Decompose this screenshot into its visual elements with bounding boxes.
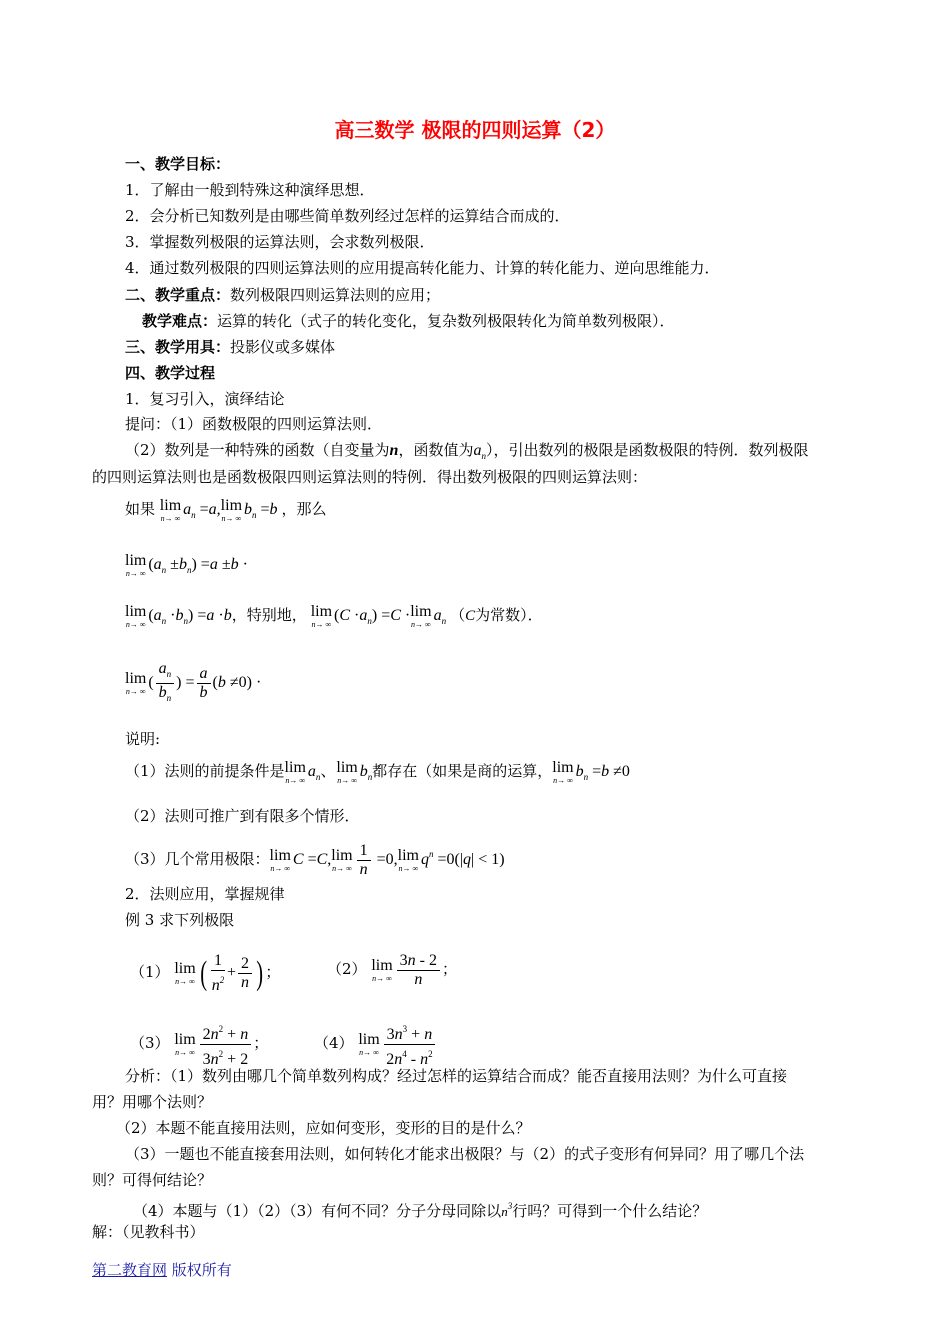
explanation-label: 说明:: [125, 730, 161, 748]
example-problem-3: （3） lim n→ ∞ $\frac{2n^2 + n}{3n^2 + 2}$ ；: [130, 1020, 268, 1069]
formula-product-rule: lim n→ ∞ $(a_n \cdot b_n) =a \cdot b$，特别地， lim n→ ∞ $(C \cdot a_n) =C$ · lim n→ ∞ $a_n$ （C为常数）．: [125, 603, 543, 629]
goal-item-3: 3．掌握数列极限的运算法则，会求数列极限．: [125, 233, 435, 251]
formula-sum-rule: lim n→ ∞ $(a_n \pm b_n) =a \pm b$ ·: [125, 552, 248, 578]
section-heading-key-points: 二、教学重点：: [125, 286, 231, 304]
key-points-line: [125, 285, 440, 305]
goal-item-2: 2．会分析已知数列是由哪些简单数列经过怎样的运算结合而成的．: [125, 207, 570, 225]
analysis-3: （3）一题也不能直接套用法则，如何转化才能求出极限？与（2）的式子变形有何异同？用了哪几个法: [125, 1145, 805, 1163]
analysis-2: （2）本题不能直接用法则，应如何变形，变形的目的是什么？: [116, 1119, 531, 1137]
goal-item-4: 4．通过数列极限的四则运算法则的应用提高转化能力、计算的转化能力、逆向思维能力．: [125, 259, 720, 277]
explanation-3: （3）几个常用极限： lim n→ ∞ C =C, lim n→ ∞ $\frac{1}{n}$ =0, lim n→ ∞ $q^n =0(|q| < 1)$: [125, 842, 505, 878]
section-heading-goals: 一、教学目标：: [125, 155, 231, 173]
footer-copyright: 版权所有: [167, 1261, 232, 1279]
analysis-4: （4）本题与（1）（2）（3）有何不同？分子分母同除以$n^3$行吗？可得到一个什么结论？: [133, 1201, 708, 1220]
formula-if-line: 如果 lim n→ ∞ $a_n =a$, lim n→ ∞ $b_n =b$ ，那么: [125, 497, 327, 523]
solution-line: 解：（见教科书）: [92, 1223, 205, 1241]
question-line: 提问：（1）函数极限的四则运算法则．: [125, 415, 383, 433]
formula-quotient-rule: lim n→ ∞ ( $\frac{a_n}{b_n}$ ) = $\frac{a}{b}$ (b ≠0) ·: [125, 660, 262, 703]
difficulty-line: [142, 311, 675, 331]
analysis-3-cont: 则？可得何结论？: [92, 1171, 213, 1189]
goal-item-1: 1．了解由一般到特殊这种演绎思想．: [125, 181, 375, 199]
example-problem-1: （1） lim n→ ∞ ( $\frac{1}{n^2}$ + $\frac{2}{n}$ ) ；: [130, 952, 281, 994]
analysis-1: 分析：（1）数列由哪几个简单数列构成？经过怎样的运算结合而成？能否直接用法则？为什么可直接: [125, 1067, 788, 1085]
document-title: 高三数学 极限的四则运算（2）: [334, 118, 616, 142]
example-title: 例 3 求下列极限: [125, 911, 235, 929]
paragraph-sequence-function: （2）数列是一种特殊的函数（自变量为n，函数值为$a_n$），引出数列的极限是函数极限的特例．数列极限: [125, 441, 809, 461]
analysis-1-cont: 用？用哪个法则？: [92, 1093, 213, 1111]
paragraph-continuation: 的四则运算法则也是函数极限四则运算法则的特例．得出数列极限的四则运算法则：: [92, 468, 648, 486]
example-problem-4: （4） lim n→ ∞ $\frac{3n^3 + n}{2n^4 - n^2}$: [314, 1020, 437, 1069]
explanation-2: （2）法则可推广到有限多个情形．: [125, 807, 360, 825]
example-problem-2: （2） lim n→ ∞ $\frac{3n - 2}{n}$ ；: [327, 952, 458, 988]
difficulty-text: 运算的转化（式子的转化变化，复杂数列极限转化为简单数列极限）．: [217, 312, 675, 330]
difficulty-label: 教学难点：: [142, 312, 218, 330]
process-step-2: 2．法则应用，掌握规律: [125, 885, 285, 903]
key-points-text: 数列极限四则运算法则的应用；: [230, 286, 441, 304]
section-heading-tools: 三、教学用具：: [125, 338, 231, 356]
footer-site-link[interactable]: 第二教育网: [92, 1261, 168, 1279]
tools-text: 投影仪或多媒体: [230, 338, 336, 356]
tools-line: [125, 337, 335, 357]
process-step-1: 1．复习引入，演绎结论: [125, 390, 285, 408]
footer: [92, 1259, 232, 1280]
explanation-1: （1）法则的前提条件是 lim n→ ∞ $a_n$、 lim n→ ∞ $b_n$都存在（如果是商的运算， lim n→ ∞ $b_n =b \ne 0$: [125, 759, 630, 785]
section-heading-process: 四、教学过程: [125, 364, 216, 382]
